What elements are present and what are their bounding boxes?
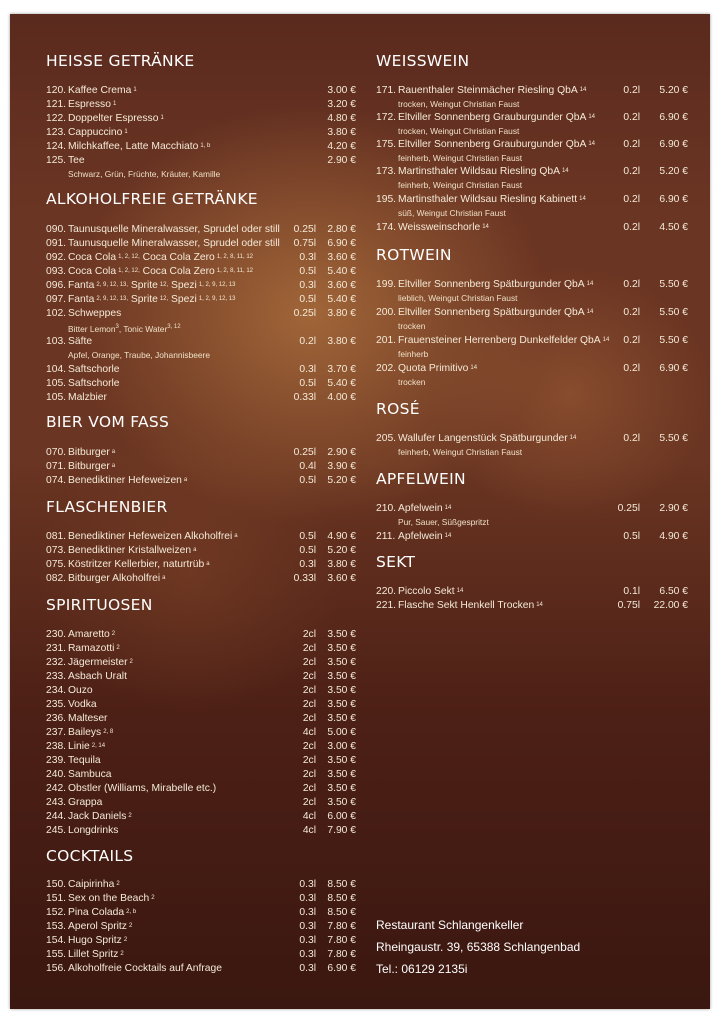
menu-item: 090. Taunusquelle Mineralwasser, Sprudel oder still 0.25l 2.80 € <box>46 224 356 235</box>
menu-item: 244. Jack Daniels $^2$ 4cl 6.00 € <box>46 811 356 822</box>
menu-item: 230. Amaretto $^2$ 2cl 3.50 € <box>46 629 356 640</box>
menu-item: 245. Longdrinks 4cl 7.90 € <box>46 825 356 836</box>
menu-item: 238. Linie $^{2, 14}$ 2cl 3.00 € <box>46 741 356 752</box>
menu-item: 236. Malteser 2cl 3.50 € <box>46 713 356 724</box>
menu-item: 124. Milchkaffee, Latte Macchiato $^{1, b}$ 4.20 € <box>46 141 356 152</box>
restaurant-phone: Tel.: 06129 2135i <box>376 962 468 976</box>
menu-item: 103. Säfte 0.2l 3.80 € <box>46 336 356 347</box>
item-note: feinherb, Weingut Christian Faust <box>398 180 523 190</box>
item-note: lieblich, Weingut Christian Faust <box>398 293 518 303</box>
menu-item: 152. Pina Colada $^{2, b}$ 0.3l 8.50 € <box>46 907 356 918</box>
menu-item: 240. Sambuca 2cl 3.50 € <box>46 769 356 780</box>
menu-item: 105. Malzbier 0.33l 4.00 € <box>46 392 356 403</box>
menu-item: 155. Lillet Spritz $^2$ 0.3l 7.80 € <box>46 949 356 960</box>
menu-item: 120. Kaffee Crema $^1$ 3.00 € <box>46 85 356 96</box>
menu-item: 074. Benediktiner Hefeweizen $^a$ 0.5l 5.20 € <box>46 475 356 486</box>
menu-item: 070. Bitburger $^a$ 0.25l 2.90 € <box>46 447 356 458</box>
menu-item: 243. Grappa 2cl 3.50 € <box>46 797 356 808</box>
menu-item: 096. Fanta $^{2, 9, 12, 13,}$ Sprite $^{12,}$ Spezi $^{1, 2, 9, 12, 13}$ 0.3l 3.60 € <box>46 280 356 291</box>
menu-item: 125. Tee 2.90 € <box>46 155 356 166</box>
item-note: feinherb <box>398 349 429 359</box>
menu-item: 221. Flasche Sekt Henkell Trocken $^{14}$ 0.75l 22.00 € <box>376 600 688 611</box>
section-title-apfelwein: APFELWEIN <box>376 470 466 488</box>
restaurant-name: Restaurant Schlangenkeller <box>376 918 524 932</box>
menu-item: 123. Cappuccino $^1$ 3.80 € <box>46 127 356 138</box>
item-note: Schwarz, Grün, Früchte, Kräuter, Kamille <box>68 169 221 179</box>
menu-item: 172. Eltviller Sonnenberg Grauburgunder QbA $^{14}$ 0.2l 6.90 € <box>376 112 688 123</box>
item-note: Bitter Lemon$^3$, Tonic Water$^{3, 12}$ <box>68 323 181 334</box>
menu-item: 175. Eltviller Sonnenberg Grauburgunder QbA $^{14}$ 0.2l 6.90 € <box>376 139 688 150</box>
menu-item: 211. Apfelwein $^{14}$ 0.5l 4.90 € <box>376 531 688 542</box>
menu-item: 171. Rauenthaler Steinmächer Riesling QbA $^{14}$ 0.2l 5.20 € <box>376 85 688 96</box>
menu-item: 081. Benediktiner Hefeweizen Alkoholfrei $^a$ 0.5l 4.90 € <box>46 531 356 542</box>
section-title-flaschenbier: FLASCHENBIER <box>46 498 168 516</box>
section-title-rose: ROSÉ <box>376 400 420 418</box>
menu-item: 173. Martinsthaler Wildsau Riesling QbA $^{14}$ 0.2l 5.20 € <box>376 166 688 177</box>
menu-item: 151. Sex on the Beach $^2$ 0.3l 8.50 € <box>46 893 356 904</box>
menu-item: 174. Weissweinschorle $^{14}$ 0.2l 4.50 € <box>376 222 688 233</box>
menu-item: 200. Eltviller Sonnenberg Spätburgunder QbA $^{14}$ 0.2l 5.50 € <box>376 307 688 318</box>
menu-item: 150. Caipirinha $^2$ 0.3l 8.50 € <box>46 879 356 890</box>
menu-item: 202. Quota Primitivo $^{14}$ 0.2l 6.90 € <box>376 363 688 374</box>
item-note: Apfel, Orange, Traube, Johannisbeere <box>68 350 211 360</box>
menu-item: 201. Frauensteiner Herrenberg Dunkelfelder QbA $^{14}$ 0.2l 5.50 € <box>376 335 688 346</box>
restaurant-address: Rheingaustr. 39, 65388 Schlangenbad <box>376 940 581 954</box>
menu-item: 205. Wallufer Langenstück Spätburgunder $^{14}$ 0.2l 5.50 € <box>376 433 688 444</box>
item-note: Pur, Sauer, Süßgespritzt <box>398 517 489 527</box>
menu-item: 156. Alkoholfreie Cocktails auf Anfrage 0.3l 6.90 € <box>46 963 356 974</box>
menu-item: 073. Benediktiner Kristallweizen $^a$ 0.5l 5.20 € <box>46 545 356 556</box>
item-note: trocken <box>398 377 426 387</box>
menu-item: 071. Bitburger $^a$ 0.4l 3.90 € <box>46 461 356 472</box>
section-title-rotwein: ROTWEIN <box>376 246 452 264</box>
section-title-spirituosen: SPIRITUOSEN <box>46 596 153 614</box>
menu-item: 233. Asbach Uralt 2cl 3.50 € <box>46 671 356 682</box>
section-title-sekt: SEKT <box>376 553 416 571</box>
menu-item: 232. Jägermeister $^2$ 2cl 3.50 € <box>46 657 356 668</box>
menu-item: 199. Eltviller Sonnenberg Spätburgunder QbA $^{14}$ 0.2l 5.50 € <box>376 279 688 290</box>
menu-item: 210. Apfelwein $^{14}$ 0.25l 2.90 € <box>376 503 688 514</box>
section-title-heisse: HEISSE GETRÄNKE <box>46 52 195 70</box>
menu-item: 092. Coca Cola $^{1, 2, 12,}$ Coca Cola Zero $^{1, 2, 8, 11, 12}$ 0.3l 3.60 € <box>46 252 356 263</box>
menu-item: 153. Aperol Spritz $^2$ 0.3l 7.80 € <box>46 921 356 932</box>
menu-item: 237. Baileys $^{2, 8}$ 4cl 5.00 € <box>46 727 356 738</box>
section-title-alkoholfrei: ALKOHOLFREIE GETRÄNKE <box>46 190 258 208</box>
item-note: trocken, Weingut Christian Faust <box>398 99 520 109</box>
menu-item: 104. Saftschorle 0.3l 3.70 € <box>46 364 356 375</box>
menu-item: 122. Doppelter Espresso $^1$ 4.80 € <box>46 113 356 124</box>
menu-item: 242. Obstler (Williams, Mirabelle etc.) 2cl 3.50 € <box>46 783 356 794</box>
menu-item: 195. Martinsthaler Wildsau Riesling Kabinett $^{14}$ 0.2l 6.90 € <box>376 194 688 205</box>
item-note: trocken <box>398 321 426 331</box>
menu-item: 239. Tequila 2cl 3.50 € <box>46 755 356 766</box>
item-note: süß, Weingut Christian Faust <box>398 208 506 218</box>
menu-item: 082. Bitburger Alkoholfrei $^a$ 0.33l 3.60 € <box>46 573 356 584</box>
menu-item: 220. Piccolo Sekt $^{14}$ 0.1l 6.50 € <box>376 586 688 597</box>
menu-item: 075. Köstritzer Kellerbier, naturtrüb $^a$ 0.3l 3.80 € <box>46 559 356 570</box>
menu-item: 105. Saftschorle 0.5l 5.40 € <box>46 378 356 389</box>
menu-item: 121. Espresso $^1$ 3.20 € <box>46 99 356 110</box>
menu-item: 154. Hugo Spritz $^2$ 0.3l 7.80 € <box>46 935 356 946</box>
section-title-bier: BIER VOM FASS <box>46 413 170 431</box>
menu-item: 234. Ouzo 2cl 3.50 € <box>46 685 356 696</box>
item-note: feinherb, Weingut Christian Faust <box>398 153 523 163</box>
item-note: feinherb, Weingut Christian Faust <box>398 447 523 457</box>
menu-card <box>10 14 710 1009</box>
menu-item: 102. Schweppes 0.25l 3.80 € <box>46 308 356 319</box>
menu-item: 235. Vodka 2cl 3.50 € <box>46 699 356 710</box>
menu-item: 091. Taunusquelle Mineralwasser, Sprudel oder still 0.75l 6.90 € <box>46 238 356 249</box>
section-title-cocktails: COCKTAILS <box>46 847 134 865</box>
menu-item: 231. Ramazotti $^2$ 2cl 3.50 € <box>46 643 356 654</box>
menu-item: 097. Fanta $^{2, 9, 12, 13,}$ Sprite $^{12,}$ Spezi $^{1, 2, 9, 12, 13}$ 0.5l 5.40 € <box>46 294 356 305</box>
section-title-weisswein: WEISSWEIN <box>376 52 470 70</box>
menu-item: 093. Coca Cola $^{1, 2, 12,}$ Coca Cola Zero $^{1, 2, 8, 11, 12}$ 0.5l 5.40 € <box>46 266 356 277</box>
item-note: trocken, Weingut Christian Faust <box>398 126 520 136</box>
